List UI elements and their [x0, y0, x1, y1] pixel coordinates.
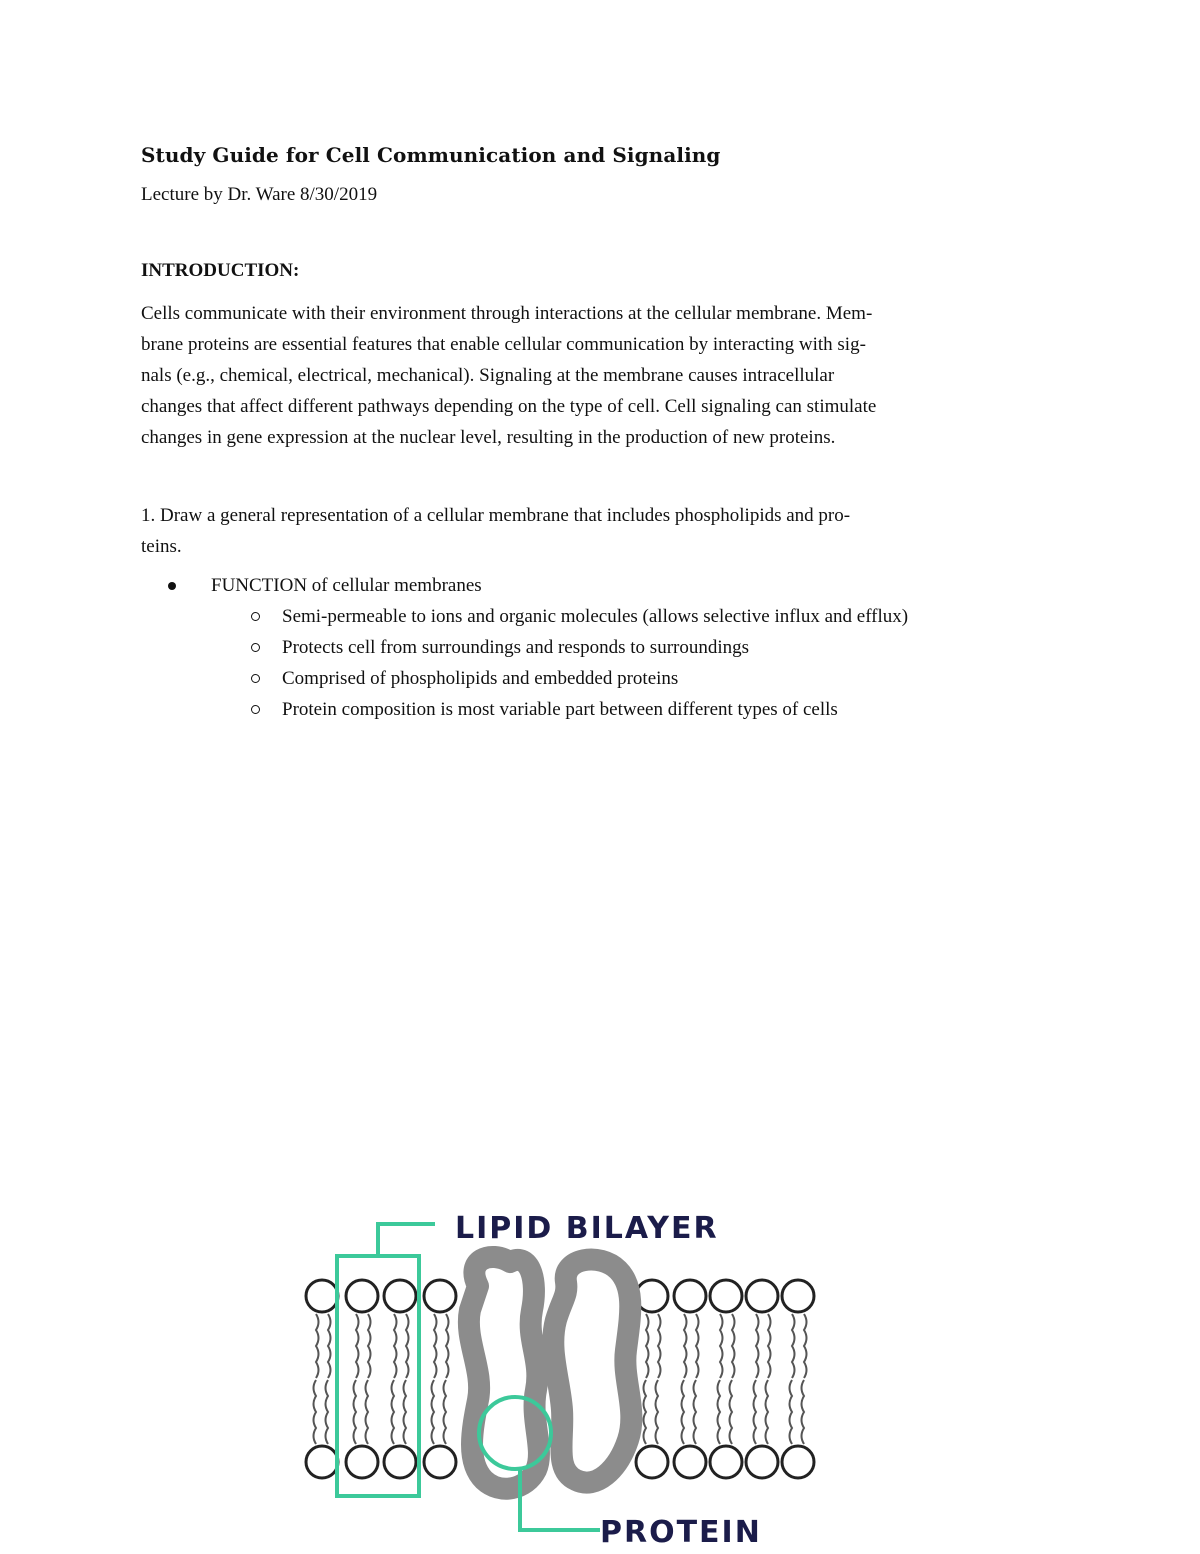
lipid-tail-upper: [356, 1314, 359, 1378]
lipid-tail-upper: [446, 1314, 449, 1378]
intro-line: Cells communicate with their environment through interactions at the cellular membrane. Mem-: [141, 303, 873, 324]
phospholipid-head: [306, 1280, 338, 1312]
phospholipid-head: [710, 1446, 742, 1478]
phospholipid-head: [674, 1280, 706, 1312]
intro-line: brane proteins are essential features that enable cellular communication by interacting with sig-: [141, 334, 866, 355]
lipid-tail-lower: [694, 1380, 697, 1444]
lipid-tail-upper: [792, 1314, 795, 1378]
lipid-tail-lower: [444, 1380, 447, 1444]
list-item: [165, 663, 908, 694]
lipid-tail-upper: [696, 1314, 699, 1378]
bullet-icon: [168, 582, 176, 590]
lipid-tail-lower: [754, 1380, 757, 1444]
phospholipid-head: [674, 1446, 706, 1478]
lipid-tail-upper: [804, 1314, 807, 1378]
phospholipid-head: [746, 1280, 778, 1312]
lipid-tail-lower: [656, 1380, 659, 1444]
phospholipid-head: [346, 1446, 378, 1478]
protein-shape: [469, 1257, 631, 1489]
intro-line: nals (e.g., chemical, electrical, mechanical). Signaling at the membrane causes intracellular: [141, 365, 835, 386]
question-line: teins.: [141, 536, 182, 557]
lipid-tail-upper: [658, 1314, 661, 1378]
lipid-tail-lower: [314, 1380, 317, 1444]
lipid-tail-lower: [730, 1380, 733, 1444]
lipid-tail-lower: [366, 1380, 369, 1444]
lipid-tail-lower: [326, 1380, 329, 1444]
phospholipid-head: [746, 1446, 778, 1478]
hollow-bullet-icon: [251, 643, 260, 652]
lipid-tail-upper: [434, 1314, 437, 1378]
list-item: [165, 632, 908, 663]
subbullet-text: Comprised of phospholipids and embedded proteins: [282, 668, 679, 689]
lipid-tail-lower: [354, 1380, 357, 1444]
lipid-tail-upper: [768, 1314, 771, 1378]
phospholipid-head: [306, 1446, 338, 1478]
lipid-tail-lower: [790, 1380, 793, 1444]
function-list: [165, 570, 908, 725]
question-line: 1. Draw a general representation of a cellular membrane that includes phospholipids and pro-: [141, 505, 851, 526]
subbullet-text: Semi-permeable to ions and organic molecules (allows selective influx and efflux): [282, 606, 909, 627]
phospholipid-head: [384, 1280, 416, 1312]
lipid-tail-lower: [682, 1380, 685, 1444]
phospholipid-head: [346, 1280, 378, 1312]
phospholipid-head: [636, 1446, 668, 1478]
lipid-tail-upper: [720, 1314, 723, 1378]
introduction-paragraph: [141, 298, 1066, 453]
lipid-tail-lower: [432, 1380, 435, 1444]
lipid-tail-lower: [644, 1380, 647, 1444]
phospholipid-head: [384, 1446, 416, 1478]
list-item: [165, 570, 908, 601]
membrane-diagram: [300, 1200, 820, 1550]
lipid-tail-upper: [328, 1314, 331, 1378]
lipid-tail-lower: [802, 1380, 805, 1444]
bullet-text: FUNCTION of cellular membranes: [211, 575, 482, 596]
hollow-bullet-icon: [251, 705, 260, 714]
membrane-diagram-svg: [300, 1200, 820, 1550]
phospholipid-head: [710, 1280, 742, 1312]
subbullet-text: Protein composition is most variable part between different types of cells: [282, 699, 838, 720]
lipid-tail-lower: [718, 1380, 721, 1444]
introduction-heading: INTRODUCTION:: [141, 260, 300, 281]
subbullet-text: Protects cell from surroundings and responds to surroundings: [282, 637, 750, 658]
document-title: Study Guide for Cell Communication and Signaling: [141, 143, 721, 167]
lipid-tail-upper: [732, 1314, 735, 1378]
lipid-tail-upper: [368, 1314, 371, 1378]
lipid-tail-lower: [766, 1380, 769, 1444]
list-item: [165, 601, 908, 632]
lipid-tail-upper: [646, 1314, 649, 1378]
lipid-bilayer-label: LIPID BILAYER: [455, 1211, 719, 1246]
hollow-bullet-icon: [251, 612, 260, 621]
phospholipid-head: [424, 1280, 456, 1312]
protein-label: PROTEIN: [600, 1515, 762, 1550]
lecture-subtitle: Lecture by Dr. Ware 8/30/2019: [141, 184, 378, 205]
lipid-tail-upper: [406, 1314, 409, 1378]
lipid-tail-upper: [684, 1314, 687, 1378]
lipid-tail-upper: [756, 1314, 759, 1378]
lipid-tail-lower: [404, 1380, 407, 1444]
lipid-tail-upper: [394, 1314, 397, 1378]
intro-line: changes in gene expression at the nuclear level, resulting in the production of new proteins.: [141, 427, 836, 448]
list-item: [165, 694, 908, 725]
lipid-tail-upper: [316, 1314, 319, 1378]
phospholipid-head: [424, 1446, 456, 1478]
intro-line: changes that affect different pathways depending on the type of cell. Cell signaling can stimulate: [141, 396, 877, 417]
phospholipid-head: [782, 1280, 814, 1312]
question-1: [141, 500, 1066, 562]
lipid-tail-lower: [392, 1380, 395, 1444]
phospholipid-head: [782, 1446, 814, 1478]
hollow-bullet-icon: [251, 674, 260, 683]
